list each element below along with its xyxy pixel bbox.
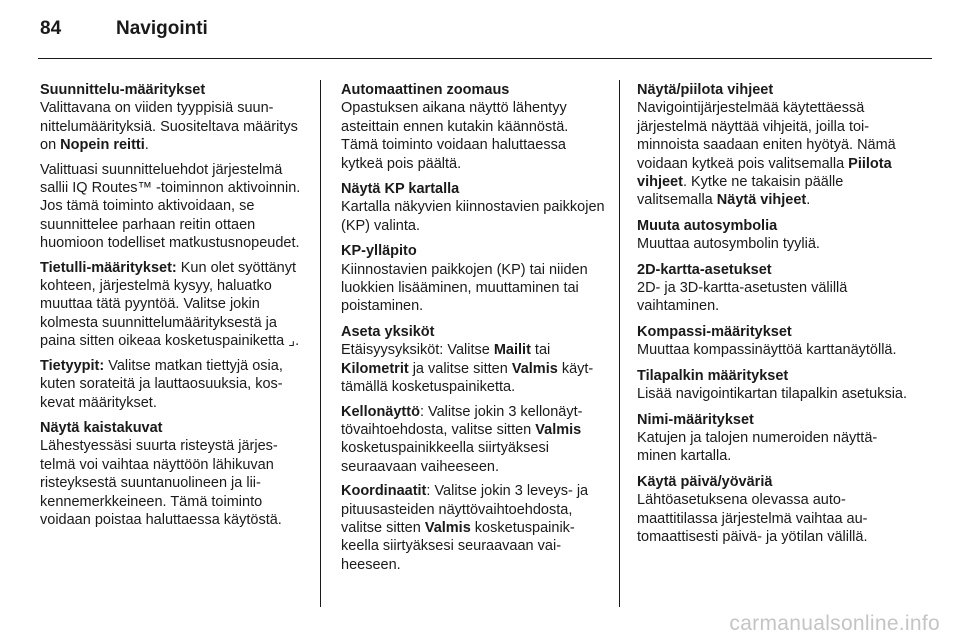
text: Valittavana on viiden tyyppisiä suunnittelumäärityksiä. Suositeltava määritys on xyxy=(40,100,298,154)
section-heading: Käytä päivä/yöväriä xyxy=(637,473,773,490)
section-heading: 2D-kartta-asetukset xyxy=(637,261,772,278)
bold-term: Tietyypit: xyxy=(40,357,105,374)
section-nimi xyxy=(637,411,909,466)
page-header xyxy=(40,18,208,40)
text: kosketuspainikkeella siirtyäksesi seuraavaan vaiheeseen. xyxy=(341,519,575,573)
paragraph: Katujen ja talojen numeroiden näyttäminen kartalla. xyxy=(637,429,878,465)
watermark: carmanualsonline.info xyxy=(729,612,940,635)
paragraph: Lähestyessäsi suurta risteystä järjestelmä voi vaihtaa näyttöön lähikuvan risteyksestä suuntanuolineen ja liikennemerkkeineen. Tämä toiminto voidaan poistaa haluttaessa käytöstä. xyxy=(40,438,282,528)
section-autosymboli xyxy=(637,217,909,254)
section-vihjeet xyxy=(637,81,909,210)
paragraph: Muuttaa autosymbolin tyyliä. xyxy=(637,236,820,253)
column-divider-1 xyxy=(320,80,321,607)
text: Valitse matkan tiettyjä osia, kuten sorateitä ja lauttaosuuksia, koskevat määritykset. xyxy=(40,357,283,411)
paragraph: Lisää navigointikartan tilapalkin asetuksia. xyxy=(637,386,908,403)
bold-term: Nopein reitti xyxy=(60,137,145,154)
bold-term: Tietulli-määritykset: xyxy=(40,259,177,276)
paragraph xyxy=(341,403,607,477)
paragraph: Opastuksen aikana näyttö lähentyy asteittain ennen kutakin käännöstä. Tämä toiminto voidaan haluttaessa kytkeä pois päältä. xyxy=(341,100,569,172)
text: : Valitse jokin 3 leveys- ja pituusasteiden näyttövaihtoehdosta, valitse sitten xyxy=(341,483,589,536)
bold-term: Koordinaatit xyxy=(341,483,427,500)
header-rule xyxy=(38,58,932,59)
section-heading: Automaattinen zoomaus xyxy=(341,82,510,98)
bold-term: Valmis xyxy=(424,519,471,536)
page-number: 84 xyxy=(40,18,62,39)
section-heading: KP-ylläpito xyxy=(341,243,417,260)
text: Etäisyysyksiköt: Valitse xyxy=(341,342,494,359)
paragraph: Kartalla näkyvien kiinnostavien paikkojen (KP) valinta. xyxy=(341,199,605,234)
paragraph: Lähtöasetuksena olevassa automaattitilassa järjestelmä vaihtaa automaattisesti päivä- ja yötilan välillä. xyxy=(637,492,868,545)
paragraph: Valittuasi suunnitteluehdot järjestelmä sallii IQ Routes™ -toiminnon aktivoinnin. Jos tämä toiminto aktivoidaan, se suunnittelee parhaan reitin ottaen huomioon todelliset matkustusnopeudet. xyxy=(40,161,301,252)
bold-term: Kellonäyttö xyxy=(341,403,420,420)
text: ja valitse sitten xyxy=(408,360,512,377)
column-1 xyxy=(40,81,306,536)
text: käyttämällä kosketuspainiketta. xyxy=(341,360,594,396)
section-heading: Suunnittelu-määritykset xyxy=(40,82,206,98)
section-heading: Näytä KP kartalla xyxy=(341,181,460,198)
paragraph: Kiinnostavien paikkojen (KP) tai niiden luokkien lisääminen, muuttaminen tai poistaminen. xyxy=(341,261,588,315)
text: . xyxy=(806,192,811,209)
section-kompassi xyxy=(637,323,909,360)
column-3 xyxy=(637,81,909,553)
section-paiva-yo xyxy=(637,473,909,547)
section-2d-kartta xyxy=(637,261,909,316)
bold-term: Näytä vihjeet xyxy=(716,192,807,209)
paragraph xyxy=(40,259,306,351)
section-kaistakuvat xyxy=(40,419,306,529)
text: . Kytke ne takaisin päälle valitsemalla xyxy=(637,174,844,209)
text: Navigointijärjestelmää käytettäessä järjestelmä näyttää vihjeitä, joilla toiminnoista saadaan eniten hyötyä. Nämä voidaan kytkeä pois valitsemalla xyxy=(637,100,896,172)
page-title: Navigointi xyxy=(116,18,208,39)
paragraph xyxy=(40,99,306,154)
paragraph xyxy=(341,482,607,574)
column-2 xyxy=(341,81,607,581)
section-yksikot xyxy=(341,323,607,574)
bold-term: Kilometrit xyxy=(341,360,409,377)
section-heading: Näytä/piilota vihjeet xyxy=(637,82,774,98)
bold-term: Valmis xyxy=(511,360,558,377)
section-kp-kartalla xyxy=(341,180,607,235)
paragraph: Muuttaa kompassinäyttöä karttanäytöllä. xyxy=(637,342,897,359)
paragraph xyxy=(341,341,607,396)
section-tilapalkki xyxy=(637,367,909,404)
section-zoomaus xyxy=(341,81,607,173)
paragraph: 2D- ja 3D-kartta-asetusten välillä vaihtaminen. xyxy=(637,280,848,315)
paragraph xyxy=(637,99,909,209)
paragraph xyxy=(40,357,306,412)
section-kp-yllapito xyxy=(341,242,607,316)
section-heading: Tilapalkin määritykset xyxy=(637,367,789,384)
section-suunnittelu xyxy=(40,81,306,412)
bold-term: Mailit xyxy=(493,342,531,359)
section-heading: Näytä kaistakuvat xyxy=(40,419,163,436)
section-heading: Nimi-määritykset xyxy=(637,411,754,428)
bold-term: Valmis xyxy=(535,421,582,438)
text: . xyxy=(144,137,149,154)
text: tai xyxy=(530,342,551,359)
section-heading: Kompassi-määritykset xyxy=(637,323,792,340)
text: Kun olet syöttänyt kohteen, järjestelmä kysyy, haluatko muuttaa tätä pyyntöä. Valitse jokin kolmesta suunnittelumäärityksestä ja paina sitten oikeaa kosketuspainiketta ⌟. xyxy=(40,259,300,350)
bold-term: Piilota vihjeet xyxy=(637,155,892,191)
section-heading: Muuta autosymbolia xyxy=(637,217,778,234)
section-heading: Aseta yksiköt xyxy=(341,323,435,340)
text: kosketuspainikkeella siirtyäksesi seuraavaan vaiheeseen. xyxy=(341,440,549,475)
column-divider-2 xyxy=(619,80,620,607)
text: : Valitse jokin 3 kellonäyttövaihtoehdosta, valitse sitten xyxy=(341,403,583,438)
